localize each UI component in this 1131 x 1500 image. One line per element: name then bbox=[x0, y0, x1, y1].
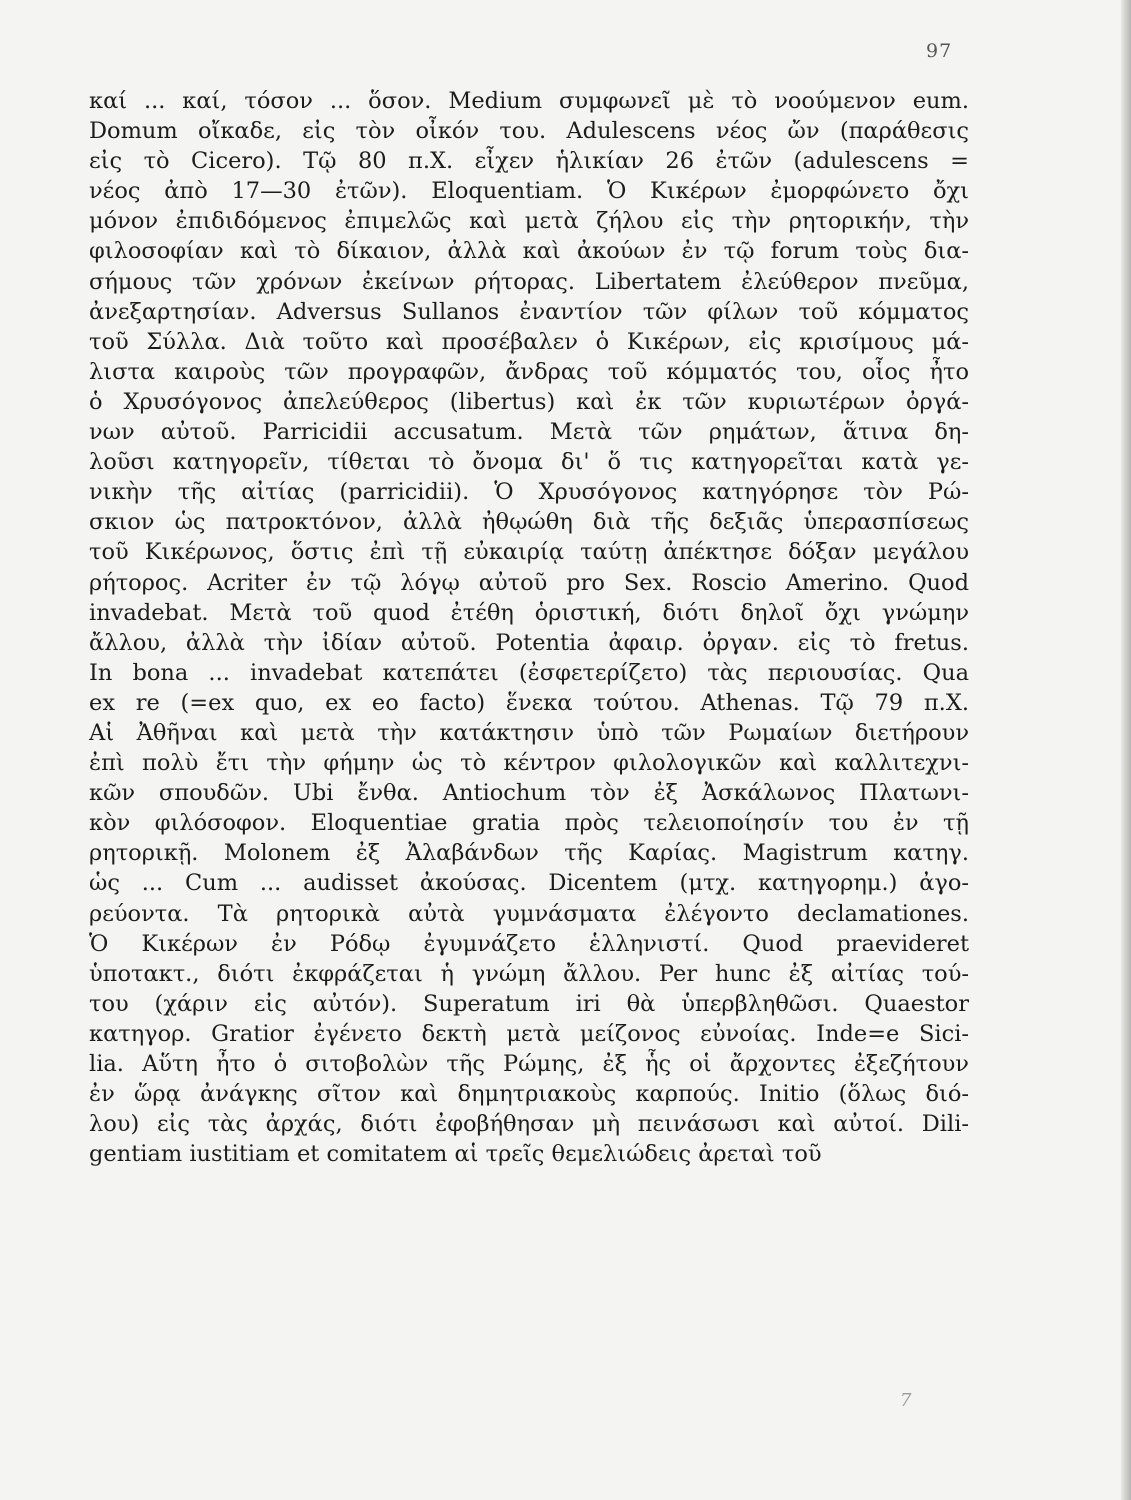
text-line: ρεύοντα. Τὰ ρητορικὰ αὐτὰ γυμνάσματα ἐλέγοντο declamationes. bbox=[89, 900, 969, 927]
text-line: In bona ... invadebat κατεπάτει (ἐσφετερίζετο) τὰς περιουσίας. Qua bbox=[89, 659, 969, 686]
text-line: του (χάριν εἰς αὐτόν). Superatum iri θὰ ὑπερβληθῶσι. Quaestor bbox=[89, 990, 969, 1017]
text-line: ὡς ... Cum ... audisset ἀκούσας. Dicentem (μτχ. κατηγορημ.) ἀγο- bbox=[89, 870, 969, 897]
page-binding-edge bbox=[1121, 0, 1131, 1500]
text-line: τοῦ Κικέρωνος, ὅστις ἐπὶ τῇ εὐκαιρίᾳ ταύτῃ ἀπέκτησε δόξαν μεγάλου bbox=[89, 539, 969, 566]
text-line: ρητορικῇ. Molonem ἐξ Ἀλαβάνδων τῆς Καρίας. Magistrum κατηγ. bbox=[89, 840, 969, 867]
text-line: σήμους τῶν χρόνων ἐκείνων ρήτορας. Libertatem ἐλεύθερον πνεῦμα, bbox=[89, 268, 969, 295]
text-line: σκιον ὡς πατροκτόνον, ἀλλὰ ἠθῳώθη διὰ τῆς δεξιᾶς ὑπερασπίσεως bbox=[89, 509, 969, 536]
text-line: ἐπὶ πολὺ ἔτι τὴν φήμην ὡς τὸ κέντρον φιλολογικῶν καὶ καλλιτεχνι- bbox=[89, 750, 969, 777]
page-number: 97 bbox=[926, 40, 953, 62]
text-line: κὸν φιλόσοφον. Eloquentiae gratia πρὸς τελειοποίησίν του ἐν τῇ bbox=[89, 810, 969, 837]
text-line: ὁ Χρυσόγονος ἀπελεύθερος (libertus) καὶ ἐκ τῶν κυριωτέρων ὀργά- bbox=[89, 388, 969, 415]
text-line: λιστα καιροὺς τῶν προγραφῶν, ἄνδρας τοῦ κόμματός του, οἷος ἦτο bbox=[89, 358, 969, 385]
text-line: gentiam iustitiam et comitatem αἱ τρεῖς θεμελιώδεις ἀρεταὶ τοῦ bbox=[89, 1141, 822, 1168]
text-line: ex re (=ex quo, ex eo facto) ἕνεκα τούτου. Athenas. Τῷ 79 π.Χ. bbox=[89, 689, 969, 716]
text-line: ὑποτακτ., διότι ἐκφράζεται ἡ γνώμη ἄλλου. Per hunc ἐξ αἰτίας τού- bbox=[89, 960, 969, 987]
text-line: ἐν ὥρᾳ ἀνάγκης σῖτον καὶ δημητριακοὺς καρπούς. Initio (ὅλως διό- bbox=[89, 1081, 969, 1108]
text-line: λου) εἰς τὰς ἀρχάς, διότι ἐφοβήθησαν μὴ πεινάσωσι καὶ αὐτοί. Dili- bbox=[89, 1111, 969, 1138]
commentary-text bbox=[89, 86, 969, 1169]
text-line: κατηγορ. Gratior ἐγένετο δεκτὴ μετὰ μείζονος εὐνοίας. Inde=e Sici- bbox=[89, 1020, 969, 1047]
text-line: καί ... καί, τόσον ... ὅσον. Medium συμφωνεῖ μὲ τὸ νοούμενον eum. bbox=[89, 88, 969, 114]
text-line: invadebat. Μετὰ τοῦ quod ἐτέθη ὁριστική, διότι δηλοῖ ὄχι γνώμην bbox=[89, 599, 969, 626]
text-line: νέος ἀπὸ 17—30 ἐτῶν). Eloquentiam. Ὁ Κικέρων ἐμορφώνετο ὄχι bbox=[89, 178, 969, 205]
text-line: νων αὐτοῦ. Parricidii accusatum. Μετὰ τῶν ρημάτων, ἅτινα δη- bbox=[89, 419, 969, 446]
text-line: κῶν σπουδῶν. Ubi ἔνθα. Antiochum τὸν ἐξ Ἀσκάλωνος Πλατωνι- bbox=[89, 780, 969, 807]
text-line: τοῦ Σύλλα. Διὰ τοῦτο καὶ προσέβαλεν ὁ Κικέρων, εἰς κρισίμους μά- bbox=[89, 328, 969, 355]
text-line: Αἱ Ἀθῆναι καὶ μετὰ τὴν κατάκτησιν ὑπὸ τῶν Ρωμαίων διετήρουν bbox=[89, 719, 969, 746]
text-line: ἄλλου, ἀλλὰ τὴν ἰδίαν αὐτοῦ. Potentia ἀφαιρ. ὀργαν. εἰς τὸ fretus. bbox=[89, 629, 969, 656]
text-line: φιλοσοφίαν καὶ τὸ δίκαιον, ἀλλὰ καὶ ἀκούων ἐν τῷ forum τοὺς δια- bbox=[89, 238, 969, 265]
text-line: lia. Αὕτη ἦτο ὁ σιτοβολὼν τῆς Ρώμης, ἐξ ἧς οἱ ἄρχοντες ἐξεζήτουν bbox=[89, 1051, 969, 1077]
footer-mark: 7 bbox=[900, 1390, 912, 1411]
text-line: εἰς τὸ Cicero). Τῷ 80 π.Χ. εἶχεν ἡλικίαν 26 ἐτῶν (adulescens = bbox=[89, 148, 969, 175]
text-line: ἀνεξαρτησίαν. Adversus Sullanos ἐναντίον τῶν φίλων τοῦ κόμματος bbox=[89, 298, 969, 325]
text-line: Ὁ Κικέρων ἐν Ρόδῳ ἐγυμνάζετο ἑλληνιστί. Quod praevideret bbox=[89, 930, 969, 957]
text-line: μόνον ἐπιδιδόμενος ἐπιμελῶς καὶ μετὰ ζήλου εἰς τὴν ρητορικήν, τὴν bbox=[89, 208, 969, 235]
text-line: νικὴν τῆς αἰτίας (parricidii). Ὁ Χρυσόγονος κατηγόρησε τὸν Ρώ- bbox=[89, 479, 969, 506]
text-line: Domum οἴκαδε, εἰς τὸν οἶκόν του. Adulescens νέος ὤν (παράθεσις bbox=[89, 118, 969, 145]
text-line: ρήτορος. Acriter ἐν τῷ λόγῳ αὐτοῦ pro Sex. Roscio Amerino. Quod bbox=[89, 569, 969, 596]
text-line: λοῦσι κατηγορεῖν, τίθεται τὸ ὄνομα δι' ὅ τις κατηγορεῖται κατὰ γε- bbox=[89, 449, 969, 476]
